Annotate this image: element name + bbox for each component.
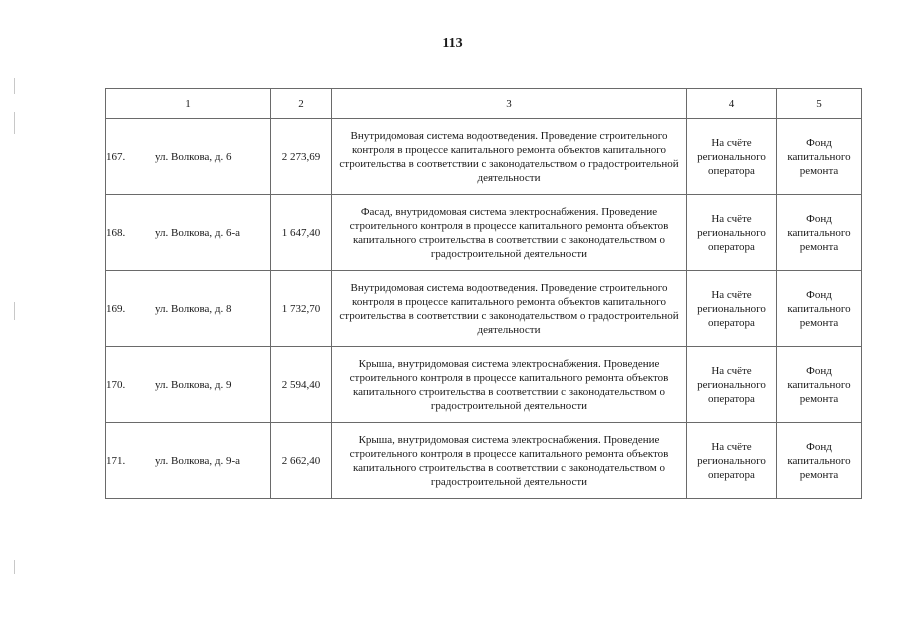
works-table xyxy=(105,88,862,499)
funding-source-cell: Фонд капитального ремонта xyxy=(777,347,862,423)
address: ул. Волкова, д. 6 xyxy=(155,150,232,163)
object-cell xyxy=(106,195,271,271)
column-header: 3 xyxy=(332,89,687,119)
row-number: 169. xyxy=(106,302,126,315)
table-row xyxy=(106,195,862,271)
column-header: 1 xyxy=(106,89,271,119)
responsible-cell: На счёте регионального оператора xyxy=(687,195,777,271)
page-number: 113 xyxy=(442,36,463,51)
scan-mark xyxy=(14,78,15,94)
responsible-cell: На счёте регионального оператора xyxy=(687,119,777,195)
address: ул. Волкова, д. 9 xyxy=(155,378,232,391)
description-cell: Крыша, внутридомовая система электроснабжения. Проведение строительного контроля в процессе капитального ремонта объектов капитального строительства в соответствии с законодательством о градостроительной деятельности xyxy=(332,347,687,423)
description-cell: Фасад, внутридомовая система электроснабжения. Проведение строительного контроля в процессе капитального ремонта объектов капитального строительства в соответствии с законодательством о градостроительной деятельности xyxy=(332,195,687,271)
object-cell xyxy=(106,271,271,347)
column-header: 4 xyxy=(687,89,777,119)
funding-source-cell: Фонд капитального ремонта xyxy=(777,423,862,499)
scan-mark xyxy=(14,560,15,574)
table-row xyxy=(106,271,862,347)
object-cell xyxy=(106,423,271,499)
funding-source-cell: Фонд капитального ремонта xyxy=(777,195,862,271)
table-row xyxy=(106,423,862,499)
responsible-cell: На счёте регионального оператора xyxy=(687,271,777,347)
scan-mark xyxy=(14,302,15,320)
cost-cell: 2 273,69 xyxy=(271,119,332,195)
cost-cell: 2 662,40 xyxy=(271,423,332,499)
cost-cell: 1 647,40 xyxy=(271,195,332,271)
funding-source-cell: Фонд капитального ремонта xyxy=(777,271,862,347)
table-header-row xyxy=(106,89,862,119)
column-header: 5 xyxy=(777,89,862,119)
column-header: 2 xyxy=(271,89,332,119)
object-cell xyxy=(106,119,271,195)
row-number: 171. xyxy=(106,454,126,467)
row-number: 170. xyxy=(106,378,126,391)
responsible-cell: На счёте регионального оператора xyxy=(687,347,777,423)
object-cell xyxy=(106,347,271,423)
table-row xyxy=(106,119,862,195)
funding-source-cell: Фонд капитального ремонта xyxy=(777,119,862,195)
row-number: 167. xyxy=(106,150,126,163)
row-number: 168. xyxy=(106,226,126,239)
cost-cell: 2 594,40 xyxy=(271,347,332,423)
address: ул. Волкова, д. 9-а xyxy=(155,454,241,467)
address: ул. Волкова, д. 8 xyxy=(155,302,232,315)
description-cell: Внутридомовая система водоотведения. Проведение строительного контроля в процессе капитального ремонта объектов капитального строительства в соответствии с законодательством о градостроительной деятельности xyxy=(332,271,687,347)
address: ул. Волкова, д. 6-а xyxy=(155,226,241,239)
description-cell: Внутридомовая система водоотведения. Проведение строительного контроля в процессе капитального ремонта объектов капитального строительства в соответствии с законодательством о градостроительной деятельности xyxy=(332,119,687,195)
description-cell: Крыша, внутридомовая система электроснабжения. Проведение строительного контроля в процессе капитального ремонта объектов капитального строительства в соответствии с законодательством о градостроительной деятельности xyxy=(332,423,687,499)
table-row xyxy=(106,347,862,423)
cost-cell: 1 732,70 xyxy=(271,271,332,347)
scan-mark xyxy=(14,112,15,134)
responsible-cell: На счёте регионального оператора xyxy=(687,423,777,499)
